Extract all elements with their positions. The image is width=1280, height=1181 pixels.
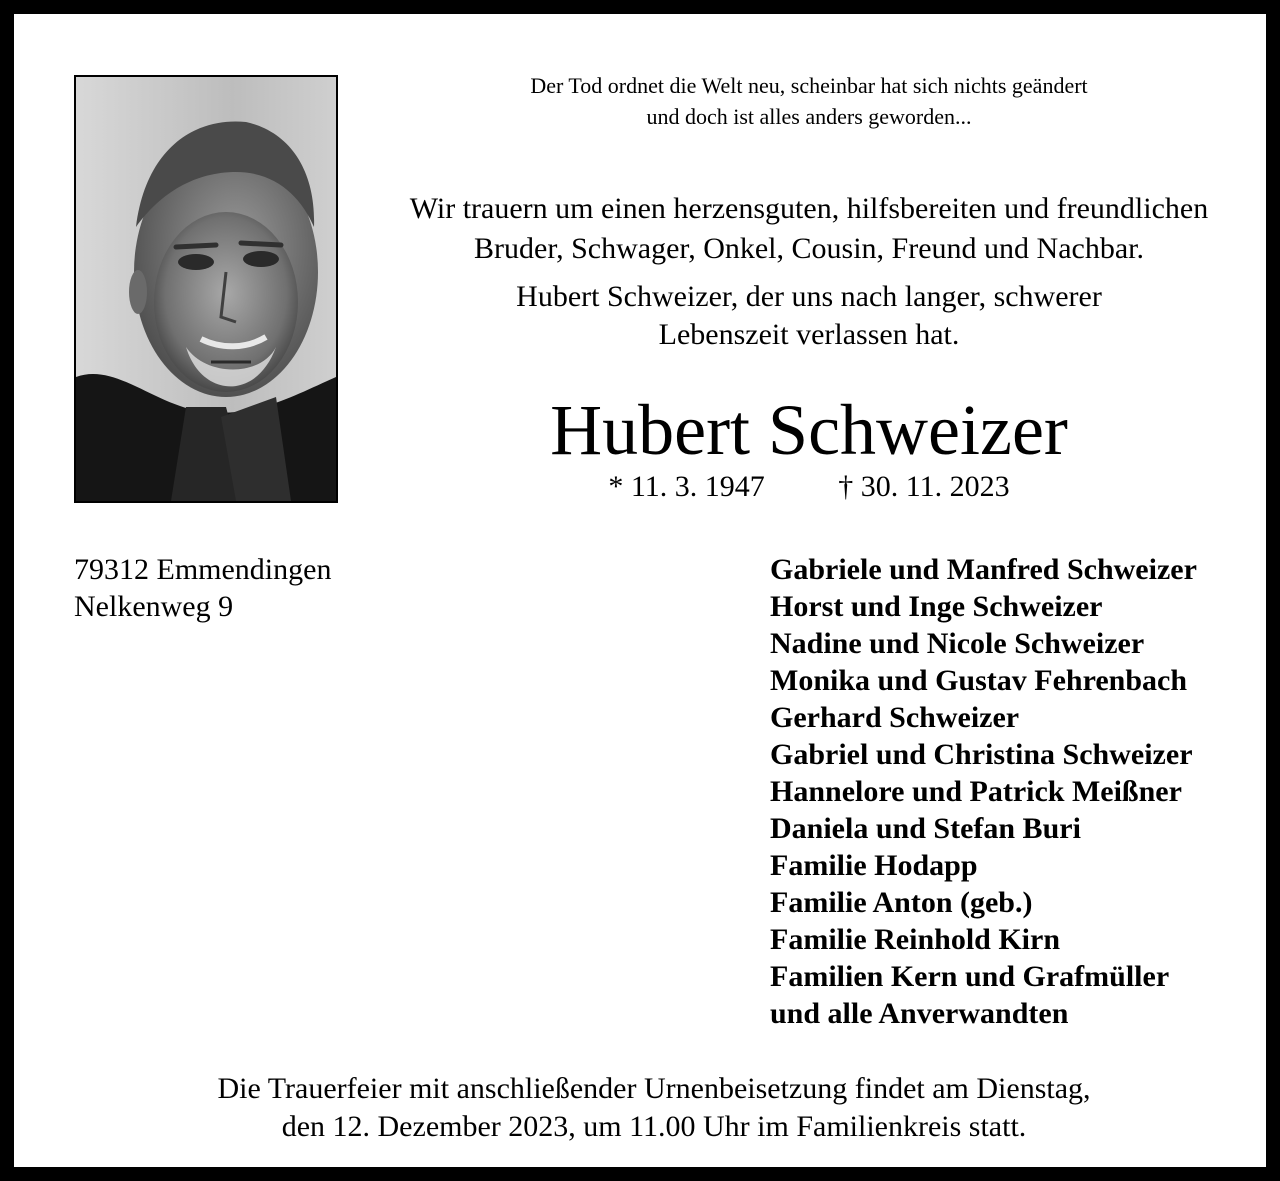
mourner-item: Nadine und Nicole Schweizer: [770, 627, 1145, 660]
birth-date: * 11. 3. 1947: [608, 470, 765, 503]
mourner-item: Familien Kern und Grafmüller: [770, 960, 1170, 993]
mourner-item: Hannelore und Patrick Meißner: [770, 775, 1182, 808]
life-dates: [374, 468, 1244, 506]
mourner-item: Horst und Inge Schweizer: [770, 590, 1103, 623]
mourner-item: Familie Reinhold Kirn: [770, 923, 1061, 956]
portrait-photo: [74, 75, 338, 503]
passed-line-2: Lebenszeit verlassen hat.: [658, 318, 960, 351]
mourning-line-2: Bruder, Schwager, Onkel, Cousin, Freund und Nachbar.: [474, 232, 1144, 265]
family-address: [74, 551, 331, 625]
motto-line-2: und doch ist alles anders geworden...: [646, 104, 972, 129]
deceased-name: Hubert Schweizer: [550, 390, 1068, 470]
address-street: Nelkenweg 9: [74, 590, 234, 623]
mourner-item: Familie Hodapp: [770, 849, 978, 882]
mourner-item: Familie Anton (geb.): [770, 886, 1033, 919]
mourner-item: Gabriel und Christina Schweizer: [770, 738, 1193, 771]
mourner-item: Monika und Gustav Fehrenbach: [770, 664, 1188, 697]
service-line-1: Die Trauerfeier mit anschließender Urnenbeisetzung findet am Dienstag,: [217, 1072, 1091, 1105]
mourner-item: Gerhard Schweizer: [770, 701, 1020, 734]
death-date: † 30. 11. 2023: [838, 470, 1010, 503]
funeral-service-notice: [14, 1070, 1280, 1146]
passed-text: [374, 278, 1244, 354]
mourning-text: [374, 189, 1244, 269]
mourner-item: und alle Anverwandten: [770, 997, 1069, 1030]
mourner-item: Daniela und Stefan Buri: [770, 812, 1081, 845]
motto: [374, 70, 1244, 132]
mourner-item: Gabriele und Manfred Schweizer: [770, 553, 1197, 586]
address-city: 79312 Emmendingen: [74, 553, 332, 586]
mourners-list: [770, 551, 1270, 1032]
mourning-line-1: Wir trauern um einen herzensguten, hilfsbereiten und freundlichen: [409, 192, 1209, 225]
service-line-2: den 12. Dezember 2023, um 11.00 Uhr im Familienkreis statt.: [281, 1110, 1027, 1143]
passed-line-1: Hubert Schweizer, der uns nach langer, schwerer: [516, 280, 1102, 313]
motto-line-1: Der Tod ordnet die Welt neu, scheinbar hat sich nichts geändert: [530, 73, 1088, 98]
